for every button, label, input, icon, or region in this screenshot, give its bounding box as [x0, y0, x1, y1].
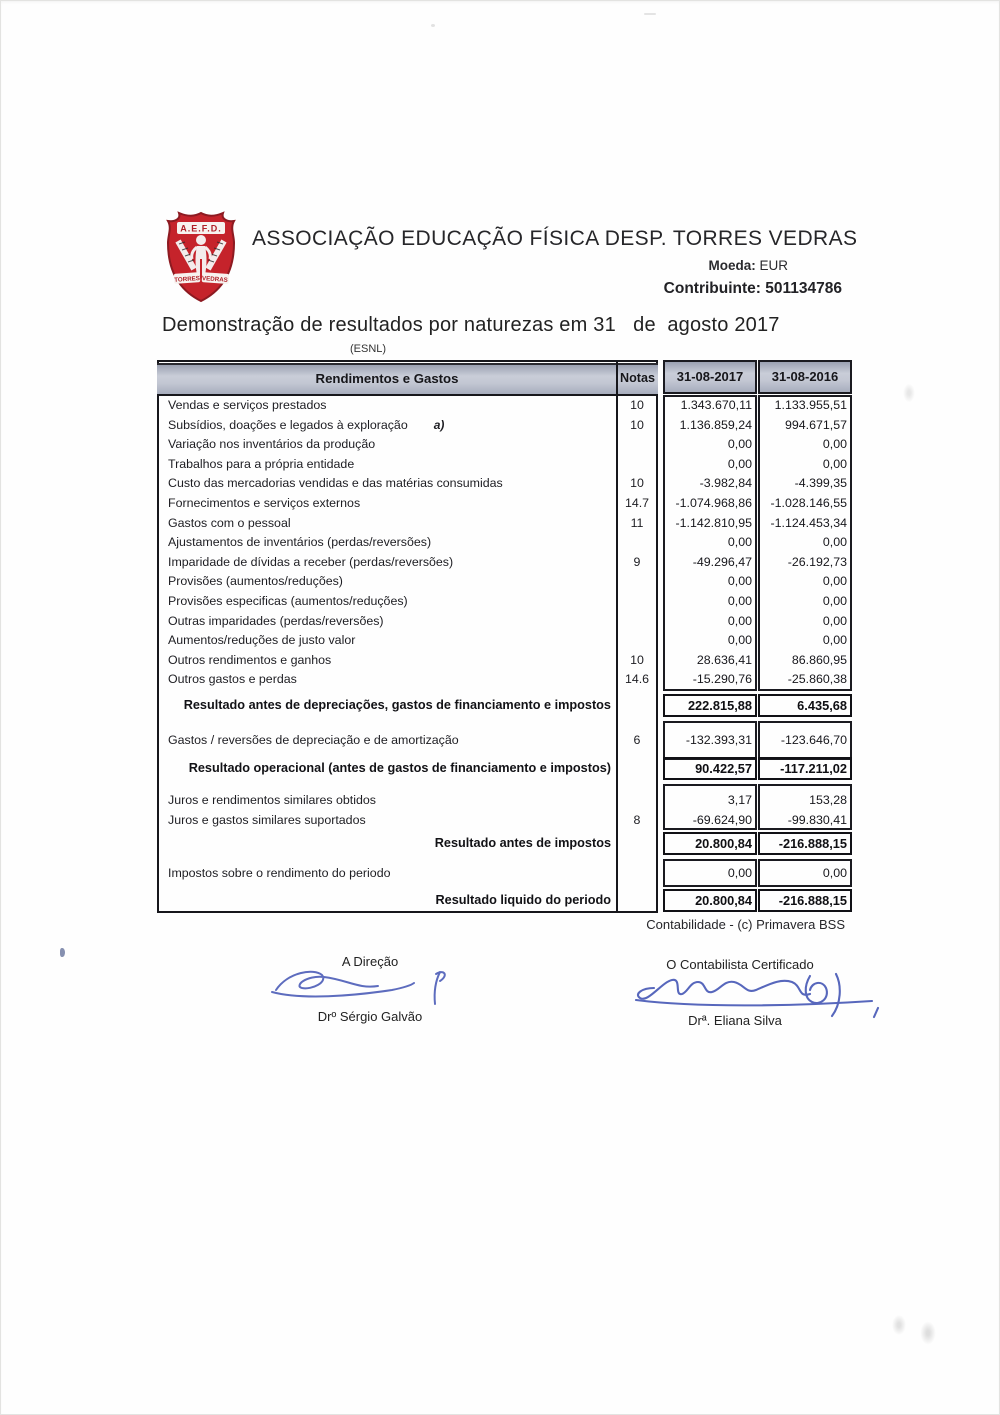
amount-2017: 1.343.670,11 [680, 398, 752, 412]
table-row-label: Fornecimentos e serviços externos [168, 496, 361, 510]
column-header-31-08-2017: 31-08-2017 [663, 360, 757, 394]
table-row-label: Impostos sobre o rendimento do periodo [168, 866, 391, 880]
amount-2016: -1.028.146,55 [770, 496, 847, 510]
amount-2017: 222.815,88 [687, 698, 752, 713]
currency-label: Moeda: [708, 258, 756, 273]
column-header-notes: Notas [620, 371, 655, 385]
signer-name-direction: Drº Sérgio Galvão [317, 1009, 423, 1024]
amount-2016: 0,00 [822, 574, 847, 589]
amount-2016: -99.830,41 [787, 812, 847, 827]
scan-noise [890, 1312, 908, 1338]
signer-name-accountant: Drª. Eliana Silva [688, 1013, 782, 1028]
amount-2017: 28.636,41 [696, 652, 752, 667]
amount-2017: 90.422,57 [695, 761, 752, 776]
accountant-signature [628, 966, 886, 1020]
taxpayer-label: Contribuinte: [663, 280, 761, 297]
amount-2016: 0,00 [822, 456, 847, 471]
note-cell: 10 [630, 398, 644, 412]
scan-noise [431, 24, 435, 27]
logo-banner-left: TORRES [174, 275, 201, 284]
note-cell: 14.7 [624, 496, 650, 510]
amount-2016: -1.124.453,34 [770, 515, 847, 530]
table-row-label: Outros rendimentos e ganhos [168, 652, 332, 667]
note-cell: 9 [633, 554, 641, 569]
amount-2016: 0,00 [822, 437, 847, 452]
amount-2017: 0,00 [727, 866, 752, 880]
amount-2016: 1.133.955,51 [774, 398, 847, 412]
amount-2017: 1.136.859,24 [679, 417, 752, 432]
amount-2016: 994.671,57 [784, 417, 847, 432]
taxpayer-line [0, 280, 842, 298]
table-row-label: Aumentos/reduções de justo valor [168, 633, 356, 648]
amount-2017: 0,00 [727, 594, 752, 608]
results-table [157, 360, 852, 916]
amount-2017: -49.296,47 [692, 554, 752, 569]
amount-2016: 6.435,68 [797, 698, 847, 713]
page-subtitle: (ESNL) [350, 343, 387, 355]
amount-2017: -1.142.810,95 [675, 515, 752, 530]
amount-2017: 0,00 [727, 456, 752, 471]
table-row-label: Outras imparidades (perdas/reversões) [168, 613, 384, 628]
table-row-label: Juros e gastos similares suportados [168, 812, 366, 827]
table-row-label: Ajustamentos de inventários (perdas/reversões) [168, 535, 432, 550]
amount-2017: 20.800,84 [695, 836, 752, 851]
amount-2016: -26.192,73 [787, 554, 847, 569]
org-name: ASSOCIAÇÃO EDUCAÇÃO FÍSICA DESP. TORRES VEDRAS [252, 227, 858, 250]
amount-2016: 86.860,95 [791, 652, 847, 667]
logo-banner-right: VEDRAS [201, 275, 229, 284]
amount-2016: 0,00 [822, 535, 847, 550]
amount-2017: 0,00 [727, 633, 752, 648]
signature-title-direction: A Direção [341, 954, 399, 969]
row-label-suffix: a) [433, 417, 445, 432]
amount-2016: 0,00 [822, 633, 847, 648]
amount-2017: -132.393,31 [685, 733, 752, 747]
taxpayer-value: 501134786 [760, 280, 842, 297]
amount-2016: -123.646,70 [780, 733, 847, 747]
scan-noise [60, 948, 65, 957]
table-row-label: Outros gastos e perdas [168, 672, 297, 687]
table-row-label: Variação nos inventários da produção [168, 437, 376, 452]
amount-2016: -216.888,15 [778, 893, 847, 908]
table-row-label: Imparidade de dívidas a receber (perdas/reversões) [168, 554, 454, 569]
table-row-label: Provisões especificas (aumentos/reduções) [168, 594, 408, 608]
column-header-31-08-2016: 31-08-2016 [758, 360, 852, 394]
note-cell: 10 [630, 476, 644, 491]
table-row-label: Resultado antes de impostos [434, 836, 611, 850]
direction-signature [262, 962, 467, 1010]
amount-2016: -216.888,15 [778, 836, 847, 851]
table-row-label: Vendas e serviços prestados [168, 398, 327, 412]
table-row-label: Juros e rendimentos similares obtidos [168, 793, 376, 807]
amount-2016: -25.860,38 [787, 672, 847, 687]
amount-2017: -3.982,84 [699, 476, 752, 491]
note-cell: 6 [633, 733, 641, 747]
note-cell: 8 [633, 812, 641, 827]
amount-2016: -117.211,02 [780, 761, 847, 776]
table-row-label: Gastos / reversões de depreciação e de amortização [168, 733, 459, 747]
scan-noise [902, 382, 916, 404]
note-cell: 10 [630, 652, 644, 667]
table-row-label: Gastos com o pessoal [168, 515, 291, 530]
amount-2016: 153,28 [809, 793, 847, 807]
page-title: Demonstração de resultados por naturezas em 31 de agosto 2017 [162, 314, 780, 336]
amount-2017: 3,17 [727, 793, 752, 807]
amount-2017: -69.624,90 [692, 812, 752, 827]
amount-2017: 0,00 [727, 535, 752, 550]
svg-text:A.E.F.D.: A.E.F.D. [180, 223, 222, 234]
amount-2016: 0,00 [822, 866, 847, 880]
table-row-label: Resultado liquido do periodo [435, 893, 611, 907]
scan-noise [918, 1318, 938, 1348]
currency-value: EUR [755, 258, 788, 273]
amount-2017: -15.290,76 [692, 672, 752, 687]
amount-2017: 0,00 [727, 613, 752, 628]
table-row-label: Trabalhos para a própria entidade [168, 456, 355, 471]
currency-line [0, 258, 788, 273]
note-cell: 11 [630, 515, 644, 530]
amount-2016: 0,00 [822, 594, 847, 608]
note-cell: 14.6 [624, 672, 650, 687]
table-row-label: Provisões (aumentos/reduções) [168, 574, 343, 589]
amount-2017: -1.074.968,86 [675, 496, 752, 510]
amount-2016: -4.399,35 [794, 476, 847, 491]
amount-2017: 0,00 [727, 574, 752, 589]
table-row-label: Custo das mercadorias vendidas e das matérias consumidas [168, 476, 503, 491]
table-row-label: Resultado operacional (antes de gastos de financiamento e impostos) [188, 761, 611, 775]
signature-title-accountant: O Contabilista Certificado [666, 957, 814, 972]
column-header-items: Rendimentos e Gastos [315, 371, 459, 386]
scan-noise [644, 13, 656, 15]
amount-2016: 0,00 [822, 613, 847, 628]
note-cell: 10 [630, 417, 644, 432]
amount-2017: 20.800,84 [695, 893, 752, 908]
amount-2017: 0,00 [727, 437, 752, 452]
software-credit: Contabilidade - (c) Primavera BSS [646, 917, 845, 932]
table-row-label: Resultado antes de depreciações, gastos de financiamento e impostos [183, 698, 611, 712]
table-row-label: Subsídios, doações e legados à exploração a) [168, 417, 445, 432]
